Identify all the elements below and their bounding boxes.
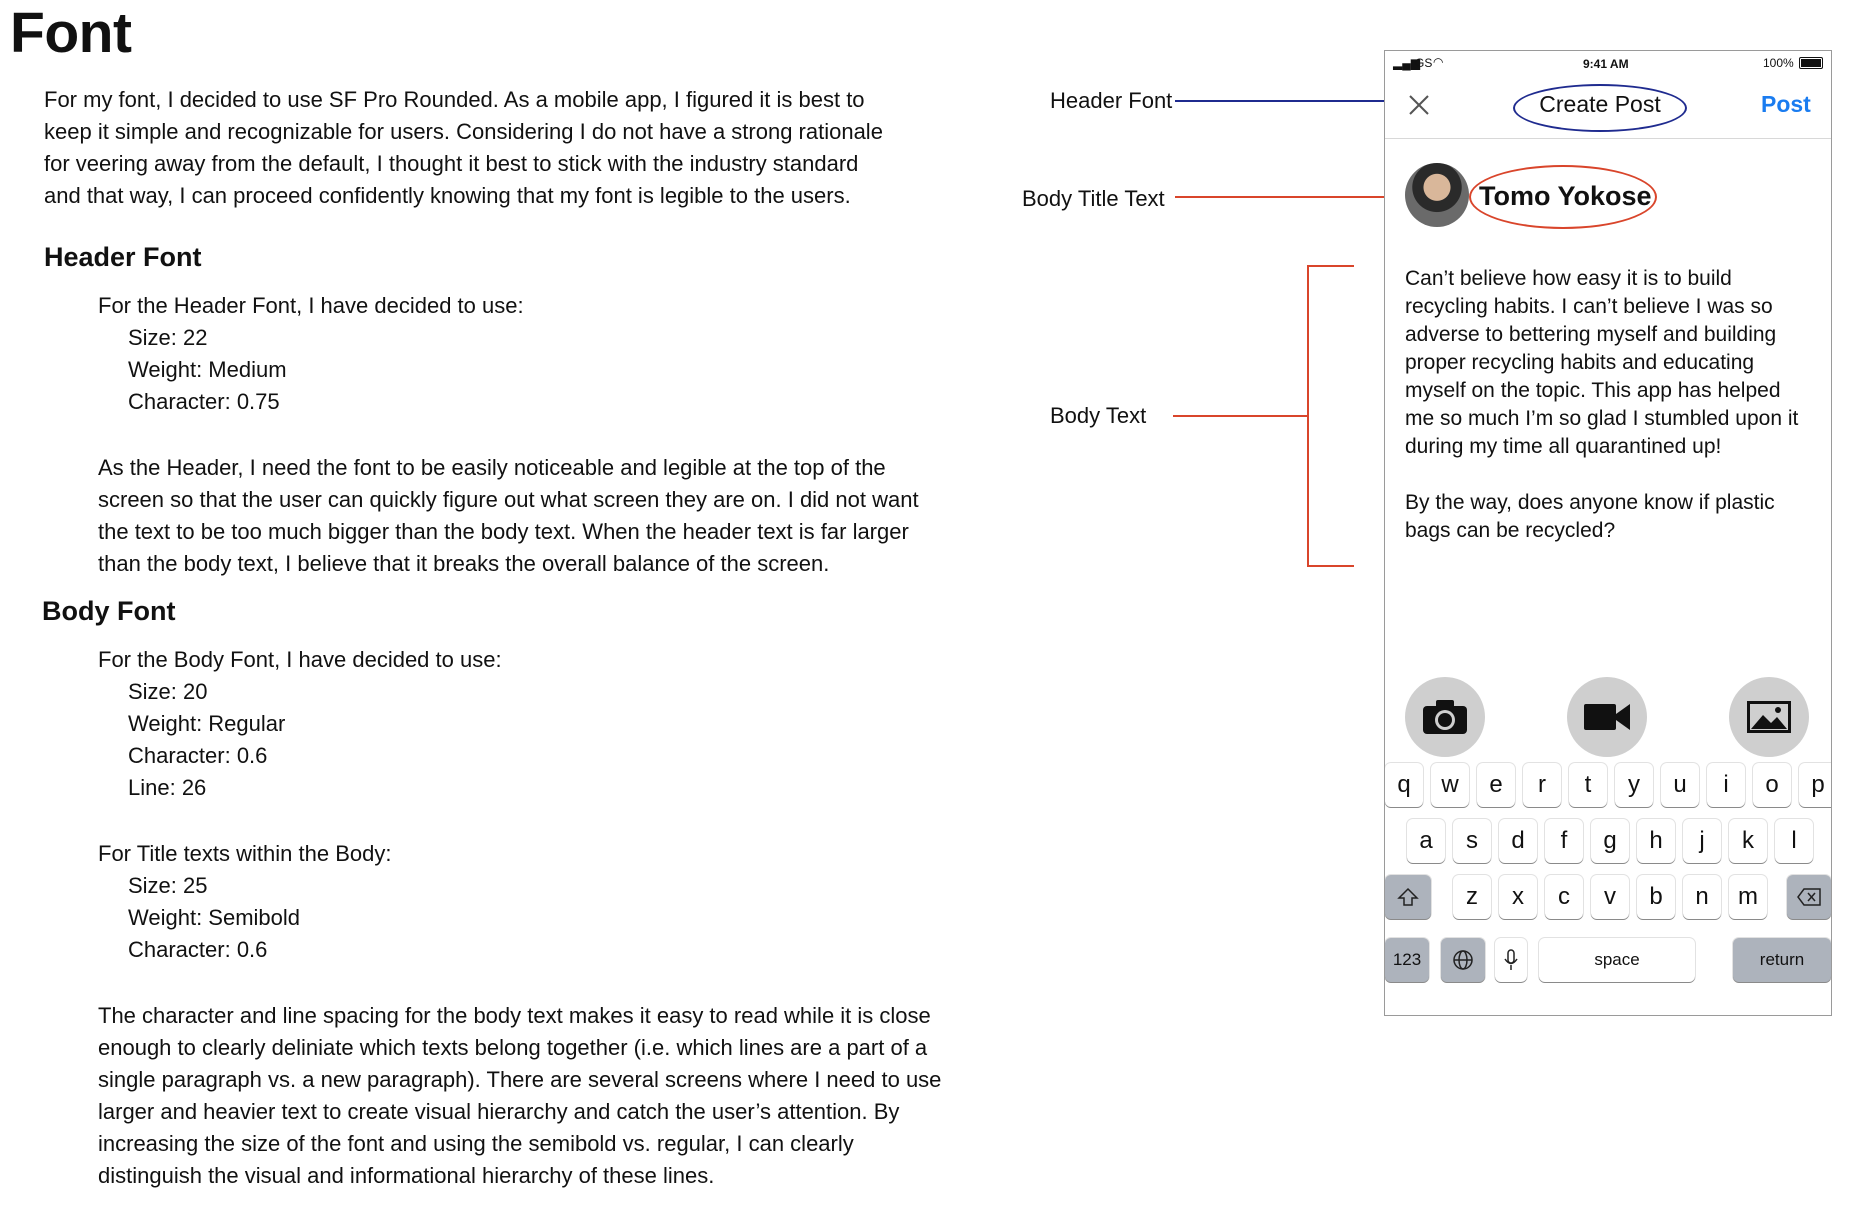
body-font-heading: Body Font [42, 596, 176, 626]
post-text-line: proper recycling habits and educating [1405, 351, 1755, 374]
annotation-body-title-text: Body Title Text [1022, 186, 1165, 211]
key-i[interactable]: i [1707, 763, 1745, 807]
shift-icon [1397, 886, 1419, 908]
key-l[interactable]: l [1775, 819, 1813, 863]
close-icon[interactable] [1407, 93, 1431, 117]
video-camera-icon [1582, 700, 1632, 734]
dictation-key[interactable] [1495, 938, 1527, 982]
spec-line: Character: 0.75 [128, 389, 280, 414]
post-text-line: Can’t believe how easy it is to build [1405, 267, 1732, 290]
status-time: 9:41 AM [1583, 57, 1629, 71]
rationale-line: increasing the size of the font and using the semibold vs. regular, I can clearly [98, 1131, 854, 1156]
body-font-lead: For the Body Font, I have decided to use: [98, 647, 502, 672]
key-x[interactable]: x [1499, 875, 1537, 919]
post-text-line: recycling habits. I can’t believe I was so [1405, 295, 1773, 318]
microphone-icon [1503, 948, 1519, 972]
status-bar [1385, 51, 1831, 73]
key-t[interactable]: t [1569, 763, 1607, 807]
key-d[interactable]: d [1499, 819, 1537, 863]
avatar[interactable] [1405, 163, 1469, 227]
rationale-line: the text to be too much bigger than the body text. When the header text is far larger [98, 519, 909, 544]
rationale-line: The character and line spacing for the body text makes it easy to read while it is close [98, 1003, 931, 1028]
spec-line: Weight: Semibold [128, 905, 301, 930]
post-text-line: me so much I’m so glad I stumbled upon it [1405, 407, 1799, 430]
wifi-icon: ◠ [1433, 55, 1444, 69]
key-g[interactable]: g [1591, 819, 1629, 863]
key-y[interactable]: y [1615, 763, 1653, 807]
key-r[interactable]: r [1523, 763, 1561, 807]
intro-line: keep it simple and recognizable for users. Considering I do not have a strong rationale [44, 119, 883, 144]
rationale-line: single paragraph vs. a new paragraph). There are several screens where I need to use [98, 1067, 942, 1092]
rationale-line: than the body text, I believe that it breaks the overall balance of the screen. [98, 551, 830, 576]
key-q[interactable]: q [1385, 763, 1423, 807]
key-n[interactable]: n [1683, 875, 1721, 919]
camera-button[interactable] [1405, 677, 1485, 757]
delete-key[interactable] [1787, 875, 1831, 919]
spec-line: Size: 22 [128, 325, 208, 350]
post-text-line [1405, 461, 1798, 489]
battery-icon [1799, 57, 1823, 69]
page-title: Font [10, 1, 132, 65]
post-text-area[interactable] [1405, 265, 1798, 545]
rationale-line: larger and heavier text to create visual hierarchy and catch the user’s attention. By [98, 1099, 900, 1124]
spec-line: Weight: Medium [128, 357, 287, 382]
space-key[interactable]: space [1539, 938, 1695, 982]
key-o[interactable]: o [1753, 763, 1791, 807]
key-v[interactable]: v [1591, 875, 1629, 919]
nav-title: Create Post [1539, 91, 1661, 117]
key-s[interactable]: s [1453, 819, 1491, 863]
title-text-lead: For Title texts within the Body: [98, 841, 392, 866]
intro-line: for veering away from the default, I thought it best to stick with the industry standard [44, 151, 859, 176]
image-button[interactable] [1729, 677, 1809, 757]
key-e[interactable]: e [1477, 763, 1515, 807]
intro-line: and that way, I can proceed confidently knowing that my font is legible to the users. [44, 183, 851, 208]
carrier-label: GS [1415, 56, 1433, 70]
post-text-line: myself on the topic. This app has helped [1405, 379, 1781, 402]
rationale-line: As the Header, I need the font to be easily noticeable and legible at the top of the [98, 455, 886, 480]
key-a[interactable]: a [1407, 819, 1445, 863]
key-w[interactable]: w [1431, 763, 1469, 807]
key-j[interactable]: j [1683, 819, 1721, 863]
spec-line: Line: 26 [128, 775, 207, 800]
globe-icon [1452, 949, 1474, 971]
body-text-bracket [1308, 266, 1354, 566]
key-b[interactable]: b [1637, 875, 1675, 919]
nav-bar [1385, 73, 1831, 139]
key-f[interactable]: f [1545, 819, 1583, 863]
keyboard [1385, 761, 1831, 1015]
backspace-icon [1796, 887, 1822, 907]
phone-mockup [1384, 50, 1832, 1016]
signal-icon: ▂▄▆ [1393, 56, 1420, 70]
intro-line: For my font, I decided to use SF Pro Rounded. As a mobile app, I figured it is best to [44, 87, 865, 112]
video-button[interactable] [1567, 677, 1647, 757]
post-text-line: adverse to bettering myself and building [1405, 323, 1777, 346]
post-text-line: By the way, does anyone know if plastic [1405, 491, 1775, 514]
rationale-line: distinguish the visual and informational hierarchy of these lines. [98, 1163, 715, 1188]
header-font-heading: Header Font [44, 242, 202, 272]
shift-key[interactable] [1385, 875, 1431, 919]
rationale-line: screen so that the user can quickly figure out what screen they are on. I did not want [98, 487, 919, 512]
user-name: Tomo Yokose [1479, 181, 1652, 211]
key-z[interactable]: z [1453, 875, 1491, 919]
spec-line: Character: 0.6 [128, 937, 268, 962]
post-text-line: during my time all quarantined up! [1405, 435, 1722, 458]
key-p[interactable]: p [1799, 763, 1832, 807]
battery-label: 100% [1763, 56, 1794, 70]
key-k[interactable]: k [1729, 819, 1767, 863]
image-icon [1745, 699, 1793, 735]
numbers-key[interactable]: 123 [1385, 938, 1429, 982]
annotation-header-font: Header Font [1050, 88, 1173, 113]
post-button[interactable]: Post [1761, 91, 1811, 117]
key-u[interactable]: u [1661, 763, 1699, 807]
spec-line: Size: 25 [128, 873, 208, 898]
annotation-body-text: Body Text [1050, 403, 1147, 428]
key-m[interactable]: m [1729, 875, 1767, 919]
spec-line: Weight: Regular [128, 711, 286, 736]
key-c[interactable]: c [1545, 875, 1583, 919]
rationale-line: enough to clearly deliniate which texts belong together (i.e. which lines are a part of a [98, 1035, 928, 1060]
camera-icon [1421, 698, 1469, 736]
globe-key[interactable] [1441, 938, 1485, 982]
key-h[interactable]: h [1637, 819, 1675, 863]
return-key[interactable]: return [1733, 938, 1831, 982]
post-text-line: bags can be recycled? [1405, 519, 1616, 542]
spec-line: Size: 20 [128, 679, 208, 704]
spec-line: Character: 0.6 [128, 743, 268, 768]
header-font-lead: For the Header Font, I have decided to use: [98, 293, 524, 318]
